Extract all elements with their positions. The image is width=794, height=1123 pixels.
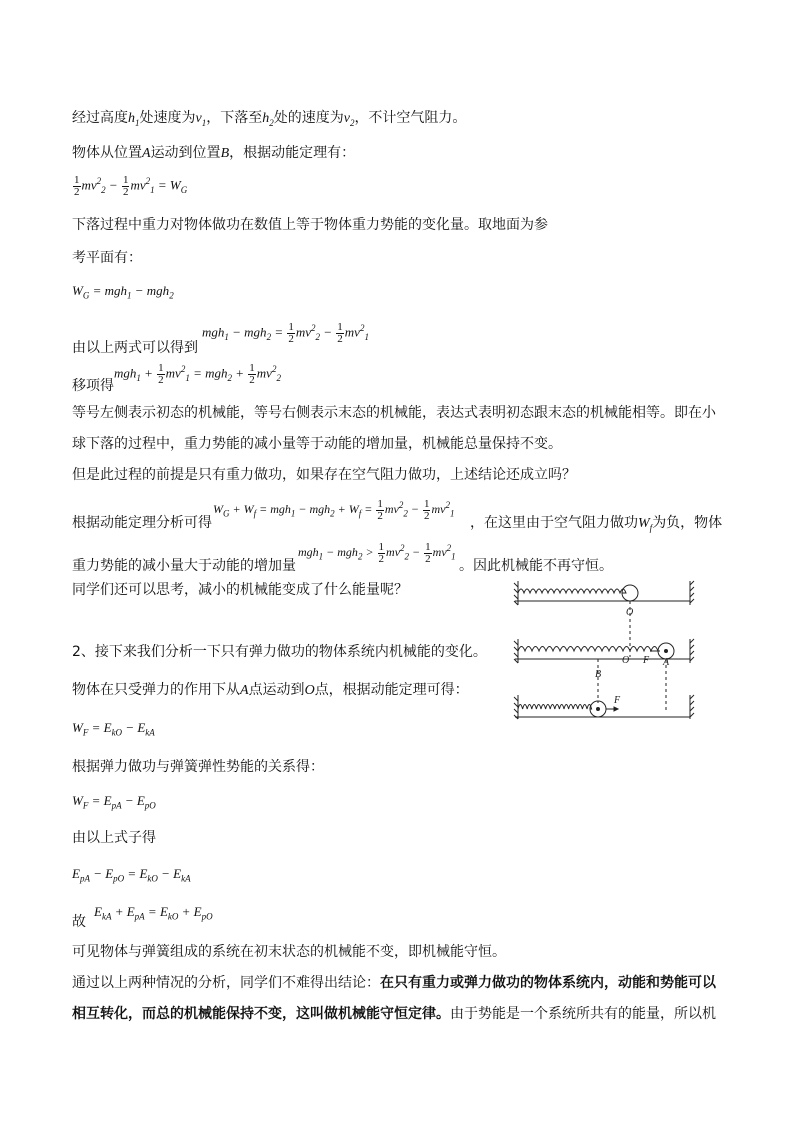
section-2-heading: 2、接下来我们分析一下只有弹力做功的物体系统内机械能的变化。 xyxy=(72,644,487,660)
label-O-row-2: O xyxy=(622,655,630,666)
intro-line-4: 考平面有： xyxy=(72,250,142,266)
spring-row-3 xyxy=(514,695,694,719)
label-O-row-1: O xyxy=(626,607,634,618)
intro-line-11-tail: 。因此机械能不再守恒。 xyxy=(459,558,613,574)
section-2-line-3: 由以上式子得 xyxy=(72,830,156,846)
intro-line-3: 下落过程中重力对物体做功在数值上等于物体重力势能的变化量。取地面为参 xyxy=(72,217,548,233)
intro-line-8: 球下落的过程中，重力势能的减小量等于动能的增加量，机械能总量保持不变。 xyxy=(72,436,562,452)
label-F-row-3: F xyxy=(614,695,621,706)
intro-line-9: 但是此过程的前提是只有重力做功，如果存在空气阻力做功，上述结论还成立吗？ xyxy=(72,467,576,483)
equation-gravity-work: $W_G = mgh_1 - mgh_2$ xyxy=(72,283,174,301)
equation-with-air-resistance: $W_G + W_f = mgh_1 - mgh_2 + W_f$ = $\frac{1}{2}$ $mv^2_2$ − $\frac{1}{2}$ $mv^2_1$ xyxy=(213,497,455,522)
section-2-line-4: 故 xyxy=(72,914,86,930)
label-A: A xyxy=(663,657,670,668)
section-2-line-2: 根据弹力做功与弹簧弹性势能的关系得： xyxy=(72,759,324,775)
spring-row-1 xyxy=(514,581,694,605)
intro-line-5: 由以上两式可以得到 xyxy=(72,340,198,356)
equation-inequality: mgh$_1$ − mgh$_2$ > $\frac{1}{2}$ $mv^2_2$ − $\frac{1}{2}$ $mv^2_1$ xyxy=(298,540,456,565)
intro-line-1: 经过高度$h_1$处速度为$v_1$，下落至$h_2$处的速度为$v_2$，不计空气阻力。 xyxy=(72,110,467,128)
label-F-row-2: F xyxy=(643,655,650,666)
intro-line-10: 根据动能定理分析可得 xyxy=(72,515,212,531)
spring-coil-2 xyxy=(518,647,660,652)
label-B: B xyxy=(595,669,602,680)
equation-spring-potential: $W_F = E_{pA} - E_{pO}$ xyxy=(72,793,156,811)
section-2-line-6: 通过以上两种情况的分析，同学们不难得出结论：在只有重力或弹力做功的物体系统内，动能和势能可以 xyxy=(72,975,716,991)
equation-combined: mgh$_1$ − mgh$_2$ = $\frac{1}{2}$ $mv^2_2$ − $\frac{1}{2}$ $mv^2_1$ xyxy=(202,320,369,345)
section-2-line-5: 可见物体与弹簧组成的系统在初末状态的机械能不变，即机械能守恒。 xyxy=(72,944,506,960)
spring-coil-1 xyxy=(518,589,626,593)
spring-coil-3 xyxy=(518,705,592,710)
intro-line-7: 等号左侧表示初态的机械能，等号右侧表示末态的机械能，表达式表明初态跟末态的机械能相等。即在小 xyxy=(72,405,716,421)
intro-line-12: 同学们还可以思考，减小的机械能变成了什么能量呢？ xyxy=(72,582,408,598)
intro-line-2: 物体从位置A运动到位置B，根据动能定理有： xyxy=(72,145,356,161)
section-2-line-1: 物体在只受弹力的作用下从A点运动到O点，根据动能定理可得： xyxy=(72,682,469,698)
equation-spring-work: $W_F = E_{kO} - E_{kA}$ xyxy=(72,720,155,738)
equation-kinetic-energy: $\frac{1}{2}$ $mv^2_2$ − $\frac{1}{2}$ $mv^2_1 = W_G$ xyxy=(74,173,188,198)
intro-line-10-tail: ，在这里由于空气阻力做功$W_f$为负，物体 xyxy=(470,515,723,533)
spring-diagram xyxy=(510,575,700,725)
intro-line-6: 移项得 xyxy=(72,378,114,394)
equation-rearranged: mgh$_1$ + $\frac{1}{2}$ $mv^2_1 = mgh_2$ + $\frac{1}{2}$ $mv^2_2$ xyxy=(114,361,281,386)
equation-energy-difference: $E_{pA} - E_{pO} = E_{kO} - E_{kA}$ xyxy=(72,866,191,884)
equation-conservation: $E_{kA} + E_{pA} = E_{kO} + E_{pO}$ xyxy=(94,904,213,922)
section-2-line-7: 相互转化，而总的机械能保持不变，这叫做机械能守恒定律。由于势能是一个系统所共有的能量，所以机 xyxy=(72,1006,716,1022)
intro-line-11: 重力势能的减小量大于动能的增加量 xyxy=(72,558,296,574)
